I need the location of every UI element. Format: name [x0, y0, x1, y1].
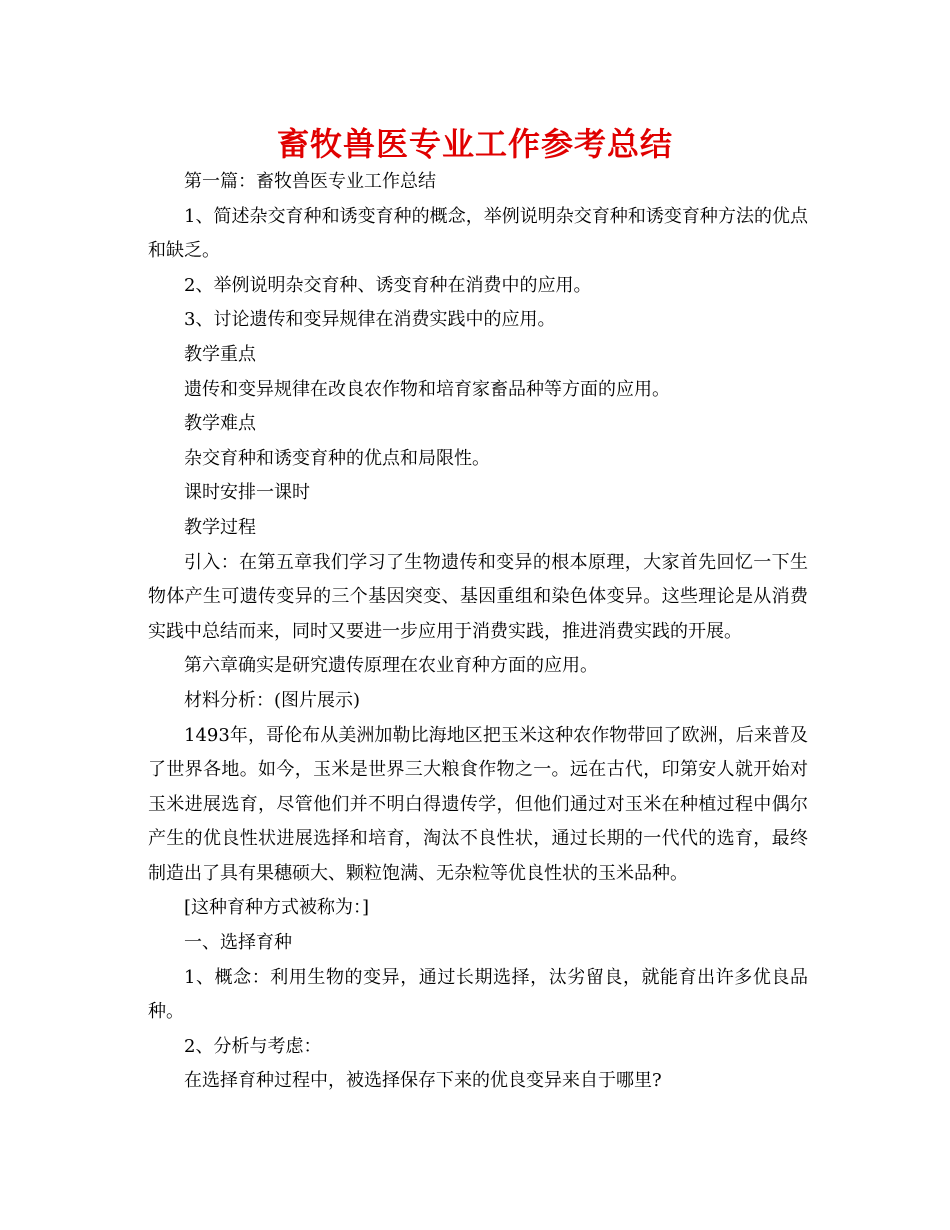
- paragraph-schedule: 课时安排一课时: [184, 482, 310, 504]
- paragraph-material-analysis: 材料分析：(图片展示): [184, 689, 361, 711]
- paragraph-analysis-heading: 2、分析与考虑：: [184, 1035, 322, 1057]
- paragraph-objective-1: 1、简述杂交育种和诱变育种的概念，举例说明杂交育种和诱变育种方法的优点和缺乏。: [148, 205, 808, 262]
- paragraph-key-point: 遗传和变异规律在改良农作物和培育家畜品种等方面的应用。: [184, 378, 670, 400]
- paragraph-section-heading: 第一篇：畜牧兽医专业工作总结: [184, 171, 436, 192]
- paragraph-question: [这种育种方式被称为：]: [184, 897, 370, 919]
- document-title: 畜牧兽医专业工作参考总结: [276, 125, 673, 163]
- paragraph-corn-history: 1493年，哥伦布从美洲加勒比海地区把玉米这种农作物带回了欧洲，后来普及了世界各地。如今，玉米是世界三大粮食作物之一。远在古代，印第安人就开始对玉米进展选育，尽管他们并不明白得遗传学，但他们通过对玉米在种植过程中偶尔产生的优良性状进展选择和培育，淘汰不良性状，通过长期的一代代的选育，最终制造出了具有果穗硕大、颗粒饱满、无杂粒等优良性状的玉米品种。: [148, 724, 808, 884]
- paragraph-analysis-question: 在选择育种过程中，被选择保存下来的优良变异来自于哪里?: [184, 1070, 662, 1092]
- paragraph-difficulty-heading: 教学难点: [184, 413, 256, 435]
- paragraph-objective-3: 3、讨论遗传和变异规律在消费实践中的应用。: [184, 309, 556, 331]
- paragraph-objective-2: 2、举例说明杂交育种、诱变育种在消费中的应用。: [184, 274, 592, 296]
- paragraph-chapter-six: 第六章确实是研究遗传原理在农业育种方面的应用。: [184, 655, 598, 677]
- paragraph-concept: 1、概念：利用生物的变异，通过长期选择，汰劣留良，就能育出许多优良品种。: [148, 966, 808, 1023]
- paragraph-selection-breeding-heading: 一、选择育种: [184, 932, 292, 954]
- paragraph-introduction: 引入：在第五章我们学习了生物遗传和变异的根本原理，大家首先回忆一下生物体产生可遗传变异的三个基因突变、基因重组和染色体变异。这些理论是从消费实践中总结而来，同时又要进一步应用于消费实践，推进消费实践的开展。: [148, 551, 808, 642]
- paragraph-key-point-heading: 教学重点: [184, 343, 256, 365]
- paragraph-difficulty: 杂交育种和诱变育种的优点和局限性。: [184, 447, 490, 469]
- paragraph-process-heading: 教学过程: [184, 516, 256, 538]
- document-body: [148, 165, 808, 1099]
